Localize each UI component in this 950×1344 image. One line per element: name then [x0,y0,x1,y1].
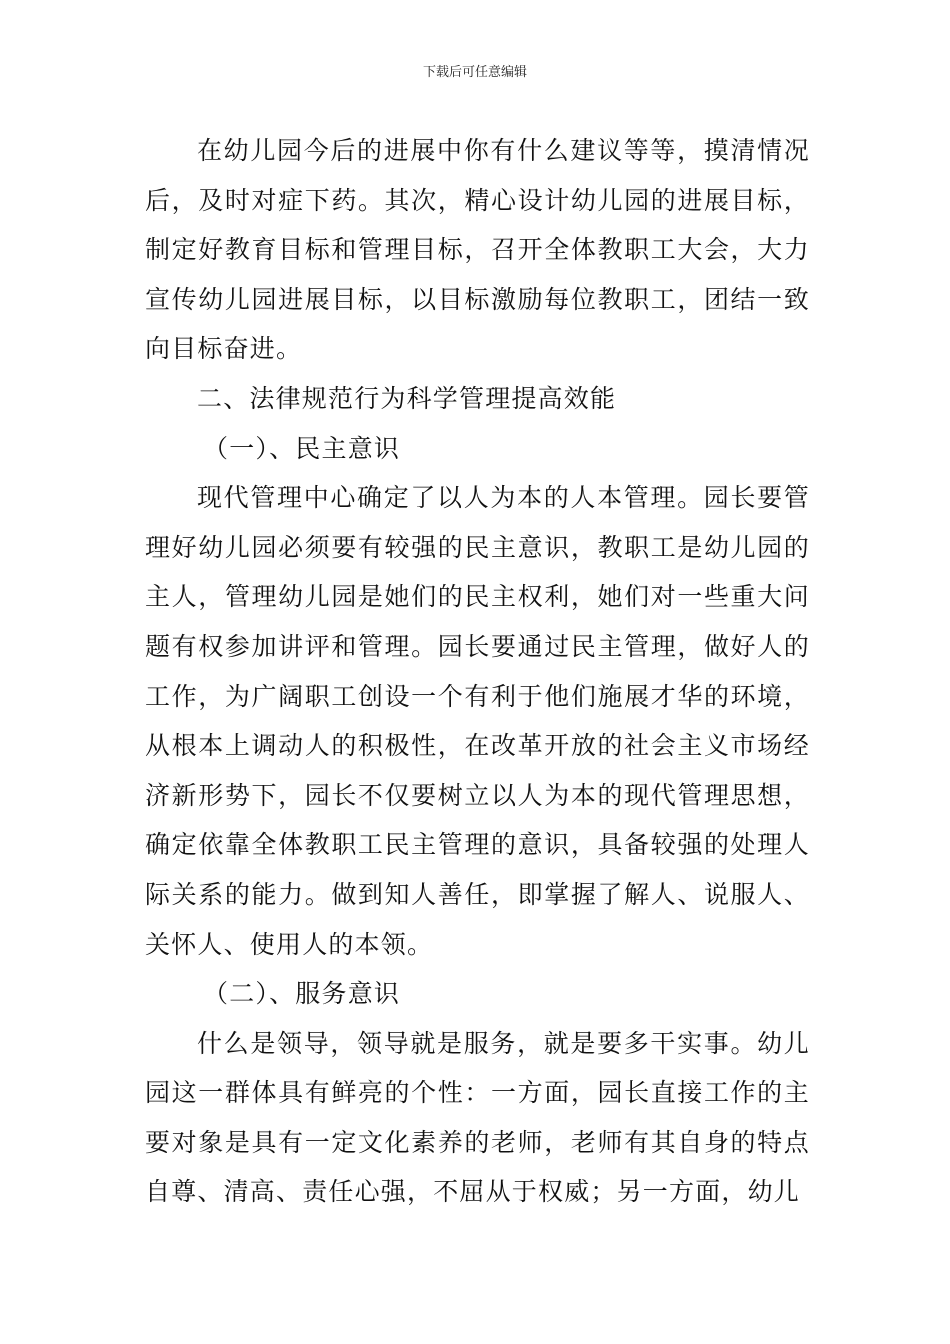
subsection-heading: （一）、民主意识 [203,433,401,463]
page-header-note: 下载后可任意编辑 [422,65,527,80]
section-heading: 二、法律规范行为科学管理提高效能 [197,383,617,413]
body-paragraph: 现代管理中心确定了以人为本的人本管理。园长要管理好幼儿园必须要有较强的民主意识，教职工是幼儿园的主人，管理幼儿园是她们的民主权利，她们对一些重大问题有权参加讲评和管理。园长要通过民主管理，做好人的工作，为广阔职工创设一个有利于他们施展才华的环境，从根本上调动人的积极性，在改革开放的社会主义市场经济新形势下，园长不仅要树立以人为本的现代管理思想，确定依靠全体教职工民主管理的意识，具备较强的处理人际关系的能力。做到知人善任，即掌握了解人、说服人、关怀人、使用人的本领。 [145,483,810,959]
body-paragraph: 在幼儿园今后的进展中你有什么建议等等，摸清情况后，及时对症下药。其次，精心设计幼儿园的进展目标，制定好教育目标和管理目标，召开全体教职工大会，大力宣传幼儿园进展目标，以目标激励每位教职工，团结一致向目标奋进。 [145,136,810,364]
document-body [145,126,810,1217]
subsection-heading: （二）、服务意识 [203,979,401,1009]
body-paragraph: 什么是领导，领导就是服务，就是要多干实事。幼儿园这一群体具有鲜亮的个性：一方面，园长直接工作的主要对象是具有一定文化素养的老师，老师有其自身的特点自尊、清高、责任心强，不屈从于权威；另一方面，幼儿 [145,1028,810,1207]
